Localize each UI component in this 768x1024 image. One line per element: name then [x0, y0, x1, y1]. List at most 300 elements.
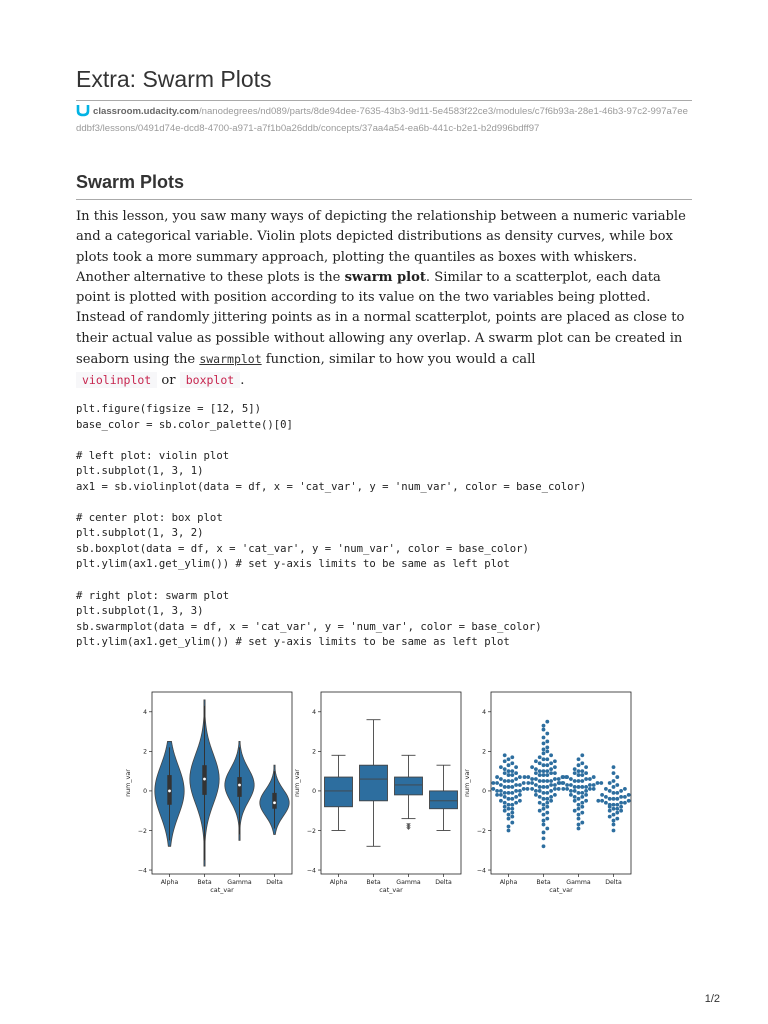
swarm-point [592, 783, 596, 787]
box-body [430, 791, 458, 809]
swarm-point [584, 793, 588, 797]
swarm-point [615, 783, 619, 787]
swarm-point [510, 769, 514, 773]
y-tick-label: 2 [312, 748, 316, 756]
para-text-3: function, similar to how you would a call [261, 352, 536, 368]
swarm-point [623, 801, 627, 805]
para-end: . [240, 373, 245, 389]
x-tick-label: Delta [435, 879, 452, 886]
y-axis-label: num_var [124, 769, 132, 797]
swarm-point [584, 785, 588, 789]
y-tick-label: 0 [143, 788, 147, 796]
swarm-point [542, 763, 546, 767]
swarm-point [510, 803, 514, 807]
swarm-point [580, 773, 584, 777]
x-tick-label: Gamma [227, 879, 252, 886]
swarm-point [580, 795, 584, 799]
swarm-point [534, 777, 538, 781]
swarm-point [549, 799, 553, 803]
swarm-point [495, 781, 499, 785]
swarm-point [565, 787, 569, 791]
violin-median-dot [168, 790, 171, 793]
para-or: or [157, 373, 180, 389]
swarm-point [549, 783, 553, 787]
swarm-point [596, 799, 600, 803]
box-plot-panel [293, 692, 461, 894]
para-text-1: In this lesson, you saw many ways of depicting the relationship between a numeric variable and a categorical variable. Violin plots depicted distributions as density curves, while box plots took a more summary approach, plotting the quantiles as boxes with whiskers. Another alternative to these plots is the [76, 209, 686, 285]
swarm-point [553, 787, 557, 791]
swarm-point [507, 829, 511, 833]
swarm-point [510, 815, 514, 819]
x-tick-label: Beta [197, 879, 212, 886]
swarm-point [584, 765, 588, 769]
swarm-point [545, 745, 549, 749]
swarm-point [549, 779, 553, 783]
swarm-point [503, 779, 507, 783]
swarm-point [553, 793, 557, 797]
swarm-point [542, 742, 546, 746]
swarm-point [495, 789, 499, 793]
url-path: /nanodegrees/nd089/parts/8de94dee-7635-43b3-9d11-5e4583f22ce3/modules/c7f6b93a-28e1-46b3-97c2-997a7eeddbf3/lessons/0491d74e-dcd8-4700-a971-a7f1b0a26ddb/concepts/37aa4a54-ea6b-441c-b2e1-b2d996bdff97 [76, 106, 688, 134]
swarm-point [545, 757, 549, 761]
swarm-point [545, 785, 549, 789]
code-line: plt.ylim(ax1.get_ylim()) # set y-axis limits to be same as left plot [76, 558, 510, 571]
y-tick-label: −2 [306, 827, 316, 835]
swarm-point [561, 775, 565, 779]
swarm-point [503, 785, 507, 789]
swarm-point [542, 769, 546, 773]
swarm-point [569, 777, 573, 781]
swarm-point [503, 801, 507, 805]
swarm-point [510, 791, 514, 795]
swarm-point [503, 771, 507, 775]
box-body [395, 777, 423, 795]
swarm-point [507, 769, 511, 773]
swarm-point [503, 791, 507, 795]
swarm-point [499, 789, 503, 793]
swarm-point [612, 797, 616, 801]
code-line: plt.subplot(1, 3, 1) [76, 465, 204, 478]
swarm-point [507, 757, 511, 761]
swarm-point [507, 773, 511, 777]
swarm-point [588, 787, 592, 791]
para-text-2: . Similar to a scatterplot, each data point is plotted with position according to its value on the two variables being plotted. Instead of randomly jittering points as in a normal scatterplot, points are placed as close to their actual value as possible without allowing any overlap. A swarm plot can be created in seaborn using the [76, 269, 685, 368]
swarm-point [518, 793, 522, 797]
swarm-point [545, 805, 549, 809]
swarm-point [538, 809, 542, 813]
x-axis-label: cat_var [379, 886, 403, 894]
y-tick-label: −4 [137, 867, 147, 875]
boxplot-inline-code: boxplot [180, 372, 240, 388]
swarm-point [580, 753, 584, 757]
y-axis-label: num_var [463, 769, 471, 797]
swarm-point [580, 785, 584, 789]
swarm-point [580, 791, 584, 795]
swarm-point [577, 823, 581, 827]
swarm-point [491, 781, 495, 785]
swarm-point [580, 821, 584, 825]
swarm-point [608, 797, 612, 801]
swarm-point [495, 775, 499, 779]
swarm-point [545, 763, 549, 767]
swarm-point [510, 779, 514, 783]
code-block [76, 402, 692, 651]
swarm-point [580, 811, 584, 815]
swarm-point [499, 799, 503, 803]
swarm-point [549, 753, 553, 757]
swarm-point [510, 785, 514, 789]
code-line: plt.subplot(1, 3, 2) [76, 527, 204, 540]
y-tick-label: −4 [476, 867, 486, 875]
swarm-point [588, 783, 592, 787]
swarm-point [612, 785, 616, 789]
x-tick-label: Beta [536, 879, 551, 886]
swarm-point [577, 827, 581, 831]
swarm-point [538, 795, 542, 799]
swarm-point [526, 787, 530, 791]
code-line: sb.boxplot(data = df, x = 'cat_var', y = 'num_var', color = base_color) [76, 542, 529, 555]
swarm-point [604, 795, 608, 799]
swarm-point [553, 771, 557, 775]
intro-paragraph [76, 207, 692, 392]
violin-median-dot [238, 784, 241, 787]
code-line [76, 433, 692, 449]
swarm-point [573, 795, 577, 799]
swarm-point [510, 797, 514, 801]
swarm-point [534, 793, 538, 797]
swarm-point [580, 805, 584, 809]
swarm-point [627, 793, 631, 797]
swarm-point [573, 799, 577, 803]
swarm-point [557, 777, 561, 781]
y-tick-label: 0 [482, 788, 486, 796]
swarm-point [569, 783, 573, 787]
swarm-point [619, 795, 623, 799]
box-body [325, 777, 353, 807]
swarm-point [542, 831, 546, 835]
swarm-point [573, 771, 577, 775]
swarm-point [584, 777, 588, 781]
swarm-point [503, 759, 507, 763]
swarm-point [565, 775, 569, 779]
swarm-point [523, 775, 527, 779]
violin-plot-panel [124, 692, 292, 894]
swarm-point [612, 823, 616, 827]
swarm-point [542, 803, 546, 807]
x-tick-label: Gamma [396, 879, 421, 886]
swarm-point [542, 813, 546, 817]
swarm-point [580, 769, 584, 773]
swarm-point [530, 787, 534, 791]
swarm-point [542, 724, 546, 728]
violin-median-dot [273, 801, 276, 804]
swarm-point [615, 807, 619, 811]
swarm-point [608, 815, 612, 819]
swarm-point [507, 807, 511, 811]
source-url[interactable] [76, 104, 688, 136]
box-outlier [407, 828, 411, 830]
swarm-point [545, 749, 549, 753]
swarm-point [580, 761, 584, 765]
section-divider [76, 199, 692, 200]
swarm-point [538, 801, 542, 805]
swarm-point [534, 767, 538, 771]
violin-iqr-bar [237, 777, 241, 797]
swarm-point [608, 803, 612, 807]
x-tick-label: Alpha [499, 879, 518, 886]
swarmplot-doc-link[interactable]: swarmplot [199, 352, 262, 367]
swarm-point [507, 817, 511, 821]
swarm-point [503, 753, 507, 757]
swarm-point [503, 795, 507, 799]
swarm-point [510, 807, 514, 811]
swarm-point [577, 817, 581, 821]
swarm-point [491, 787, 495, 791]
swarm-point [499, 765, 503, 769]
url-host: classroom.udacity.com [93, 106, 199, 117]
swarm-point [584, 799, 588, 803]
page-title: Extra: Swarm Plots [76, 66, 272, 92]
box-body [360, 765, 388, 801]
swarm-point [542, 779, 546, 783]
swarm-point [503, 809, 507, 813]
swarm-point [573, 767, 577, 771]
swarm-point [522, 787, 526, 791]
x-tick-label: Beta [366, 879, 381, 886]
swarm-point [565, 783, 569, 787]
y-tick-label: −4 [306, 867, 316, 875]
swarm-point [604, 787, 608, 791]
swarm-point [538, 773, 542, 777]
section-heading: Swarm Plots [76, 172, 185, 192]
x-axis-label: cat_var [549, 886, 573, 894]
swarm-point [503, 805, 507, 809]
swarm-point [518, 775, 522, 779]
swarm-point [577, 791, 581, 795]
swarm-point [499, 783, 503, 787]
code-line: plt.ylim(ax1.get_ylim()) # set y-axis limits to be same as left plot [76, 636, 510, 649]
y-tick-label: 2 [482, 748, 486, 756]
swarm-point [542, 751, 546, 755]
swarm-point [545, 779, 549, 783]
swarm-point [542, 797, 546, 801]
swarm-point [503, 767, 507, 771]
swarm-point [577, 807, 581, 811]
code-line: # left plot: violin plot [76, 449, 230, 462]
swarm-point [615, 775, 619, 779]
swarm-point [553, 759, 557, 763]
swarm-point [584, 789, 588, 793]
swarm-point [619, 789, 623, 793]
swarm-plot-term: swarm plot [344, 269, 426, 285]
code-line: base_color = sb.color_palette()[0] [76, 418, 293, 431]
swarm-point [545, 797, 549, 801]
swarm-point [549, 767, 553, 771]
swarm-point [545, 720, 549, 724]
swarm-point [526, 781, 530, 785]
swarm-point [619, 801, 623, 805]
swarm-point [518, 799, 522, 803]
x-axis-label: cat_var [210, 886, 234, 894]
swarm-point [577, 757, 581, 761]
y-axis-label: num_var [293, 769, 301, 797]
swarm-point [623, 795, 627, 799]
swarm-point [545, 732, 549, 736]
swarm-point [608, 789, 612, 793]
swarm-point [549, 761, 553, 765]
swarm-point [507, 763, 511, 767]
swarm-point [542, 785, 546, 789]
swarm-point [514, 771, 518, 775]
udacity-logo-icon [76, 104, 90, 122]
y-tick-label: −2 [137, 827, 147, 835]
swarm-point [612, 791, 616, 795]
swarm-point [619, 809, 623, 813]
violin-iqr-bar [272, 793, 276, 809]
swarm-point [553, 765, 557, 769]
swarm-point [599, 781, 603, 785]
swarm-point [612, 813, 616, 817]
swarm-point [538, 755, 542, 759]
y-tick-label: 0 [312, 788, 316, 796]
swarm-point [612, 803, 616, 807]
swarm-point [577, 797, 581, 801]
swarm-point [561, 781, 565, 785]
code-line: plt.subplot(1, 3, 3) [76, 605, 204, 618]
page-number: 1/2 [704, 993, 720, 1005]
swarm-point [514, 789, 518, 793]
swarm-point [608, 809, 612, 813]
swarm-point [573, 779, 577, 783]
swarm-point [573, 789, 577, 793]
swarm-point [553, 777, 557, 781]
swarm-point [530, 765, 534, 769]
swarm-point [510, 773, 514, 777]
swarm-point [549, 789, 553, 793]
swarm-point [507, 813, 511, 817]
code-line: ax1 = sb.violinplot(data = df, x = 'cat_var', y = 'num_var', color = base_color) [76, 480, 587, 493]
swarm-point [542, 819, 546, 823]
swarm-point [507, 803, 511, 807]
swarm-point [615, 803, 619, 807]
swarm-point [580, 801, 584, 805]
swarm-point [545, 817, 549, 821]
swarm-point [577, 779, 581, 783]
swarm-point [612, 819, 616, 823]
swarm-point [538, 789, 542, 793]
swarm-point [495, 793, 499, 797]
code-line [76, 573, 692, 589]
swarm-point [538, 785, 542, 789]
swarm-point [545, 791, 549, 795]
swarm-point [592, 775, 596, 779]
swarm-point [534, 759, 538, 763]
swarm-point [499, 793, 503, 797]
swarm-point [507, 779, 511, 783]
swarm-point [499, 777, 503, 781]
swarm-point [514, 777, 518, 781]
code-line: plt.figure(figsize = [12, 5]) [76, 403, 261, 415]
swarm-point [510, 821, 514, 825]
swarm-point [518, 789, 522, 793]
swarm-point [584, 771, 588, 775]
title-divider [76, 100, 692, 101]
x-tick-label: Delta [605, 879, 622, 886]
swarm-point [573, 809, 577, 813]
swarm-point [573, 785, 577, 789]
code-line: # center plot: box plot [76, 511, 223, 524]
swarm-point [577, 769, 581, 773]
swarm-point [526, 775, 530, 779]
swarm-point [558, 781, 562, 785]
swarm-point [596, 781, 600, 785]
swarm-point [518, 783, 522, 787]
swarm-point [534, 783, 538, 787]
x-tick-label: Delta [266, 879, 283, 886]
swarm-point [600, 799, 604, 803]
swarm-point [510, 755, 514, 759]
swarm-point [542, 823, 546, 827]
swarm-point [538, 761, 542, 765]
swarm-point [545, 769, 549, 773]
swarm-point [538, 769, 542, 773]
swarm-point [542, 791, 546, 795]
swarm-point [510, 811, 514, 815]
swarm-point [612, 779, 616, 783]
swarm-point [542, 836, 546, 840]
swarm-point [549, 771, 553, 775]
plots-svg [118, 688, 638, 903]
y-tick-label: 4 [312, 709, 316, 717]
y-tick-label: −2 [476, 827, 486, 835]
swarm-point [514, 801, 518, 805]
swarm-point [561, 787, 565, 791]
y-tick-label: 2 [143, 748, 147, 756]
swarm-point [514, 765, 518, 769]
swarm-point [545, 773, 549, 777]
swarm-point [569, 793, 573, 797]
swarm-plot-panel [463, 692, 631, 894]
swarm-point [530, 781, 534, 785]
swarm-point [577, 785, 581, 789]
swarm-point [542, 747, 546, 751]
swarm-point [545, 740, 549, 744]
swarm-point [530, 777, 534, 781]
swarm-point [534, 789, 538, 793]
swarm-point [580, 779, 584, 783]
swarm-point [507, 785, 511, 789]
code-line: sb.swarmplot(data = df, x = 'cat_var', y = 'num_var', color = base_color) [76, 620, 542, 633]
swarm-point [615, 797, 619, 801]
swarm-point [542, 728, 546, 732]
swarm-point [545, 811, 549, 815]
swarm-point [623, 787, 627, 791]
swarm-point [510, 761, 514, 765]
swarm-point [545, 827, 549, 831]
y-tick-label: 4 [482, 709, 486, 717]
swarm-point [557, 787, 561, 791]
swarm-point [514, 783, 518, 787]
comparison-figure [118, 688, 638, 903]
swarm-point [542, 773, 546, 777]
swarm-point [592, 787, 596, 791]
swarm-point [608, 781, 612, 785]
swarm-point [569, 789, 573, 793]
swarm-point [577, 763, 581, 767]
x-tick-label: Gamma [566, 879, 591, 886]
swarm-point [612, 765, 616, 769]
swarm-point [604, 801, 608, 805]
